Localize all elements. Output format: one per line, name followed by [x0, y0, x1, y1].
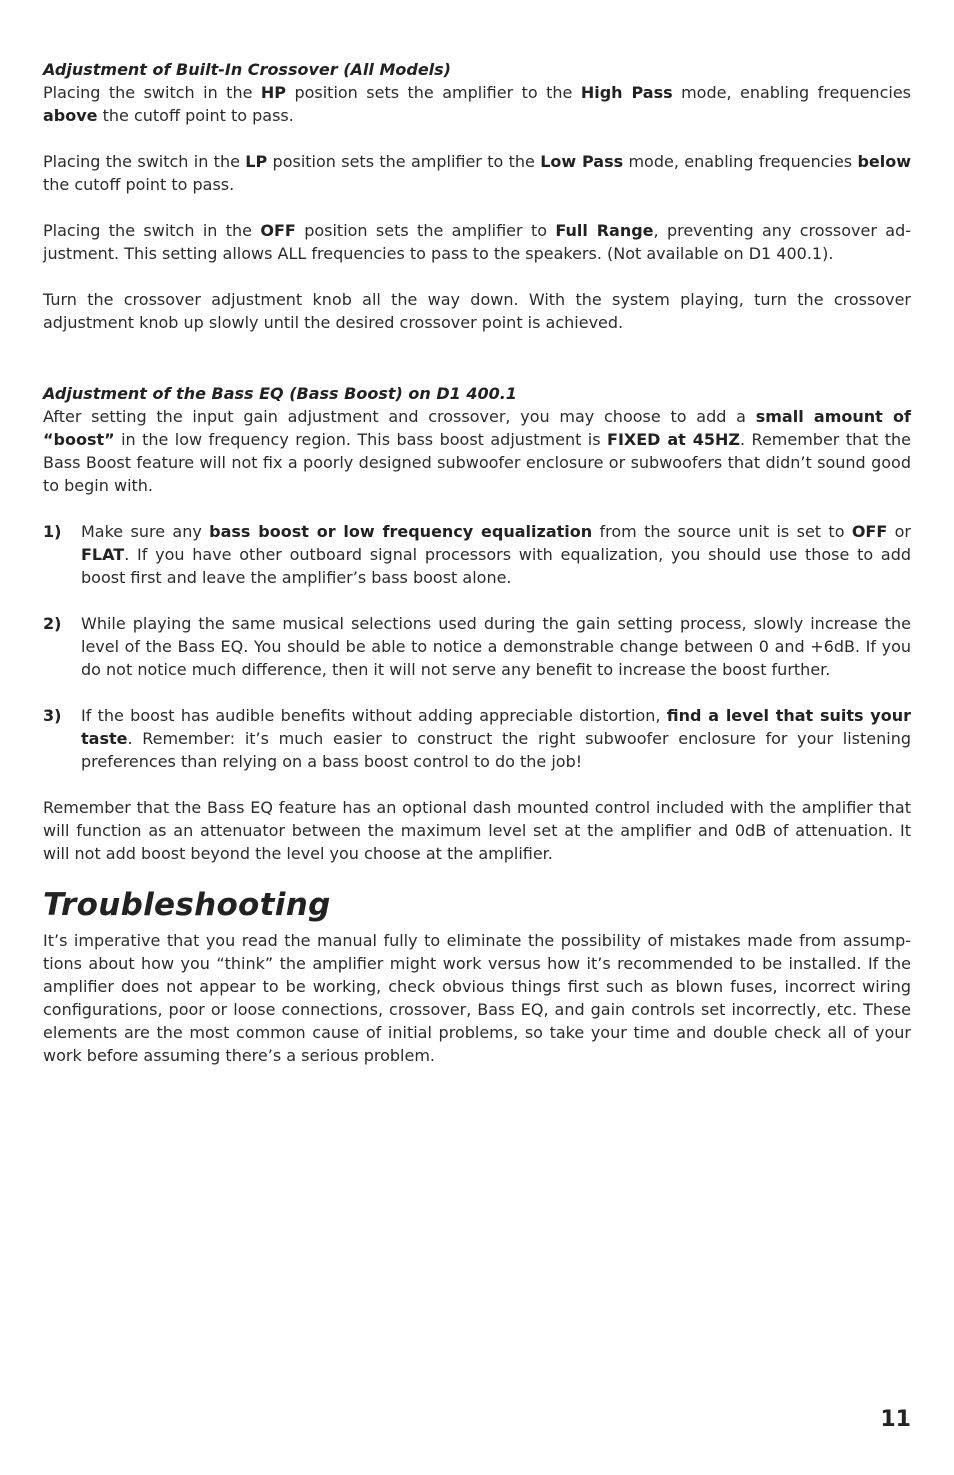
bold-text: FIXED at 45HZ: [607, 430, 741, 449]
list-item: [43, 704, 911, 773]
troubleshooting-heading: Troubleshooting: [43, 887, 331, 923]
text: or: [887, 522, 912, 541]
text: Placing the switch in the: [43, 152, 246, 171]
bold-text: bass boost or low frequency equalization: [209, 522, 593, 541]
text: . If you have other outboard signal processors with equalization, you should use those to add boost first and leave the amplifier’s bass boost alone.: [81, 545, 911, 587]
text: . Remember: it’s much easier to construct the right subwoofer enclosure for your listening preferences than relying on a bass boost control to do the job!: [81, 729, 911, 771]
text: mode, enabling frequencies: [672, 83, 911, 102]
text: , preventing any crossover ad-justment. This setting allows ALL frequencies to pass to the speakers. (Not available on D1 400.1).: [43, 221, 912, 263]
text: the cutoff point to pass.: [97, 106, 294, 125]
text: . Remember that the Bass Boost feature will not fix a poorly designed subwoofer enclosure or subwoofers that didn’t sound good to begin with.: [43, 430, 912, 495]
page-number: 11: [880, 1407, 911, 1432]
list-number: 2): [43, 614, 62, 633]
bass-eq-intro: [43, 405, 911, 497]
text: from the source unit is set to: [592, 522, 852, 541]
list-number: 1): [43, 522, 62, 541]
text: Make sure any: [81, 522, 210, 541]
list-item: [43, 520, 911, 589]
list-item: [43, 612, 911, 681]
crossover-off-paragraph: [43, 219, 911, 265]
crossover-heading: Adjustment of Built-In Crossover (All Models): [43, 60, 451, 79]
crossover-lp-paragraph: [43, 150, 911, 196]
text: Placing the switch in the: [43, 221, 261, 240]
bold-text: HP: [260, 83, 286, 102]
text: After setting the input gain adjustment and crossover, you may choose to add a: [43, 407, 756, 426]
text: If the boost has audible benefits without adding appreciable distortion,: [81, 706, 667, 725]
manual-page: [43, 58, 911, 1067]
troubleshooting-body: It’s imperative that you read the manual fully to eliminate the possibility of mistakes made from assump-tions about how you “think” the amplifier might work versus how it’s recommended to be installed. If the amplifier does not appear to be working, check obvious things first such as blown fuses, incorrect wiring configurations, poor or loose connections, crossover, Bass EQ, and gain controls set incorrectly, etc. These elements are the most common cause of initial problems, so take your time and double check all of your work before assuming there’s a serious problem.: [43, 931, 911, 1065]
text: mode, enabling frequencies: [623, 152, 858, 171]
text: in the low frequency region. This bass boost adjustment is: [114, 430, 608, 449]
bold-text: above: [43, 106, 98, 125]
bold-text: small amount of “boost”: [43, 407, 912, 449]
bold-text: High Pass: [580, 83, 673, 102]
crossover-knob-paragraph: Turn the crossover adjustment knob all the way down. With the system playing, turn the crossover adjustment knob up slowly until the desired crossover point is achieved.: [43, 290, 911, 332]
text: position sets the amplifier to the: [267, 152, 541, 171]
bold-text: below: [857, 152, 912, 171]
text: position sets the amplifier to: [295, 221, 556, 240]
bold-text: Low Pass: [540, 152, 624, 171]
text: While playing the same musical selections used during the gain setting process, slowly increase the level of the Bass EQ. You should be able to notice a demonstrable change between 0 and +6dB. If you do not notice much difference, then it will not serve any benefit to increase the boost further.: [81, 614, 911, 679]
bold-text: find a level that suits your taste: [81, 706, 911, 748]
bass-eq-heading: Adjustment of the Bass EQ (Bass Boost) on D1 400.1: [43, 384, 517, 403]
crossover-hp-paragraph: [43, 81, 911, 127]
list-number: 3): [43, 706, 62, 725]
bold-text: OFF: [260, 221, 296, 240]
text: position sets the amplifier to the: [286, 83, 581, 102]
bold-text: Full Range: [555, 221, 654, 240]
bold-text: LP: [245, 152, 268, 171]
bold-text: FLAT: [81, 545, 125, 564]
bass-eq-closing: Remember that the Bass EQ feature has an optional dash mounted control included with the amplifier that will function as an attenuator between the maximum level set at the amplifier and 0dB of attenuation. It will not add boost beyond the level you choose at the amplifier.: [43, 798, 911, 863]
bold-text: OFF: [851, 522, 888, 541]
text: the cutoff point to pass.: [43, 175, 235, 194]
text: Placing the switch in the: [43, 83, 261, 102]
